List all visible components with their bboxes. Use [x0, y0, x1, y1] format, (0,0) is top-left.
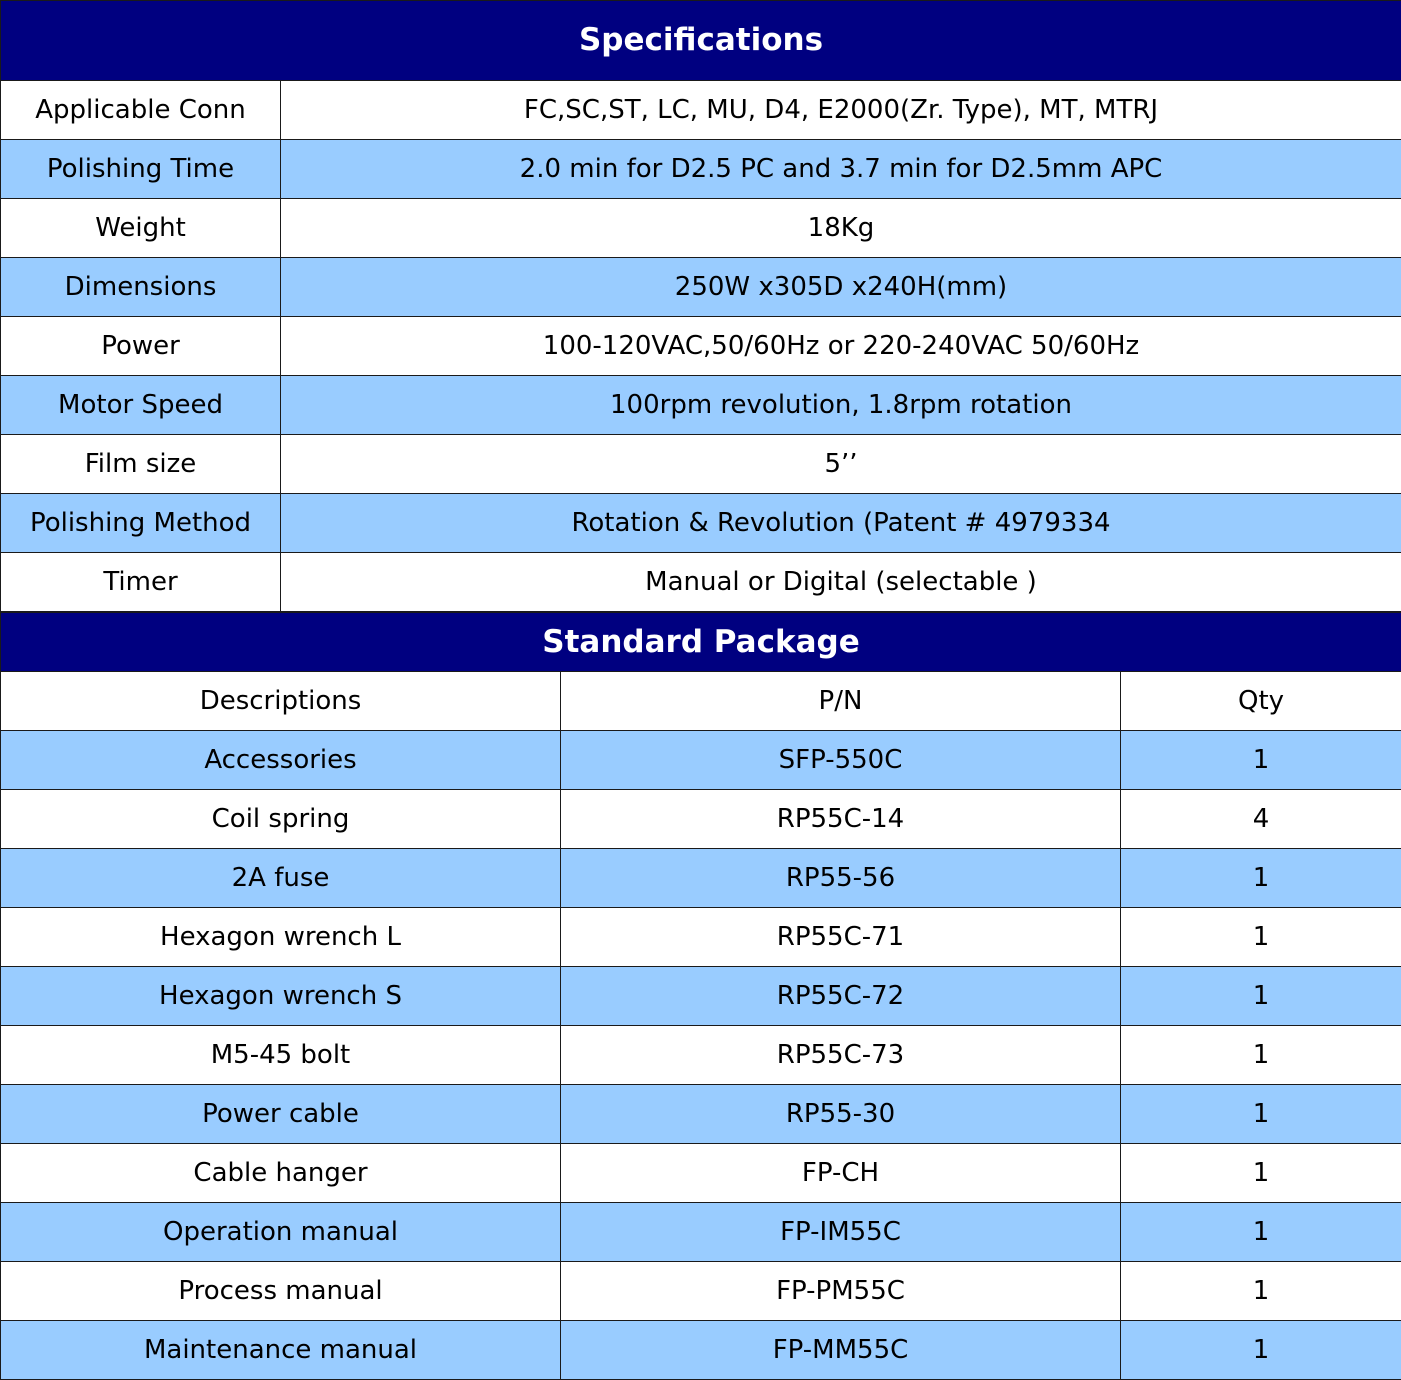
package-quantity: 1: [1121, 1321, 1401, 1380]
spec-label: Polishing Method: [1, 494, 281, 553]
spec-value: 18Kg: [281, 199, 1401, 258]
package-description: M5-45 bolt: [1, 1026, 561, 1085]
package-row: [1, 731, 1401, 790]
package-part-number: FP-MM55C: [561, 1321, 1121, 1380]
package-description: Cable hanger: [1, 1144, 561, 1203]
package-row: [1, 1262, 1401, 1321]
spec-value: 250W x305D x240H(mm): [281, 258, 1401, 317]
package-part-number: SFP-550C: [561, 731, 1121, 790]
package-description: 2A fuse: [1, 849, 561, 908]
spec-value: 2.0 min for D2.5 PC and 3.7 min for D2.5mm APC: [281, 140, 1401, 199]
package-part-number: RP55C-14: [561, 790, 1121, 849]
package-description: Process manual: [1, 1262, 561, 1321]
spec-value: Manual or Digital (selectable ): [281, 553, 1401, 612]
package-description: Power cable: [1, 1085, 561, 1144]
specifications-title: Specifications: [1, 1, 1401, 81]
package-part-number: RP55-56: [561, 849, 1121, 908]
package-quantity: 1: [1121, 967, 1401, 1026]
package-part-number: FP-IM55C: [561, 1203, 1121, 1262]
standard-package-title: Standard Package: [1, 613, 1401, 672]
package-quantity: 1: [1121, 1203, 1401, 1262]
spec-row: [1, 199, 1401, 258]
package-description: Operation manual: [1, 1203, 561, 1262]
package-part-number: RP55C-71: [561, 908, 1121, 967]
package-quantity: 1: [1121, 849, 1401, 908]
package-part-number: RP55C-72: [561, 967, 1121, 1026]
package-row: [1, 1085, 1401, 1144]
spec-row: [1, 376, 1401, 435]
package-quantity: 1: [1121, 1085, 1401, 1144]
specifications-header-row: [1, 1, 1401, 81]
package-row: [1, 1203, 1401, 1262]
spec-row: [1, 435, 1401, 494]
package-description: Hexagon wrench L: [1, 908, 561, 967]
spec-row: [1, 81, 1401, 140]
package-description: Coil spring: [1, 790, 561, 849]
specifications-table: [0, 0, 1401, 612]
package-quantity: 4: [1121, 790, 1401, 849]
package-row: [1, 1144, 1401, 1203]
package-row: [1, 1321, 1401, 1380]
spec-label: Motor Speed: [1, 376, 281, 435]
package-description: Accessories: [1, 731, 561, 790]
spec-row: [1, 494, 1401, 553]
standard-package-header-row: [1, 613, 1401, 672]
spec-row: [1, 317, 1401, 376]
package-row: [1, 967, 1401, 1026]
package-quantity: 1: [1121, 1262, 1401, 1321]
spec-label: Applicable Conn: [1, 81, 281, 140]
package-quantity: 1: [1121, 1026, 1401, 1085]
package-part-number: RP55-30: [561, 1085, 1121, 1144]
package-quantity: 1: [1121, 1144, 1401, 1203]
column-header-pn: P/N: [561, 672, 1121, 731]
spec-row: [1, 553, 1401, 612]
package-part-number: FP-PM55C: [561, 1262, 1121, 1321]
package-quantity: 1: [1121, 908, 1401, 967]
package-row: [1, 1026, 1401, 1085]
spec-row: [1, 258, 1401, 317]
package-description: Maintenance manual: [1, 1321, 561, 1380]
package-part-number: FP-CH: [561, 1144, 1121, 1203]
package-description: Hexagon wrench S: [1, 967, 561, 1026]
spec-label: Polishing Time: [1, 140, 281, 199]
spec-value: 100rpm revolution, 1.8rpm rotation: [281, 376, 1401, 435]
package-quantity: 1: [1121, 731, 1401, 790]
spec-row: [1, 140, 1401, 199]
package-part-number: RP55C-73: [561, 1026, 1121, 1085]
column-header-qty: Qty: [1121, 672, 1401, 731]
spec-label: Timer: [1, 553, 281, 612]
spec-value: Rotation & Revolution (Patent # 4979334: [281, 494, 1401, 553]
spec-label: Power: [1, 317, 281, 376]
spec-label: Weight: [1, 199, 281, 258]
package-column-headers: [1, 672, 1401, 731]
spec-value: 100-120VAC,50/60Hz or 220-240VAC 50/60Hz: [281, 317, 1401, 376]
package-row: [1, 849, 1401, 908]
package-row: [1, 908, 1401, 967]
spec-label: Dimensions: [1, 258, 281, 317]
standard-package-table: [0, 612, 1401, 1380]
column-header-descriptions: Descriptions: [1, 672, 561, 731]
package-row: [1, 790, 1401, 849]
spec-value: FC,SC,ST, LC, MU, D4, E2000(Zr. Type), MT, MTRJ: [281, 81, 1401, 140]
spec-value: 5’’: [281, 435, 1401, 494]
spec-label: Film size: [1, 435, 281, 494]
